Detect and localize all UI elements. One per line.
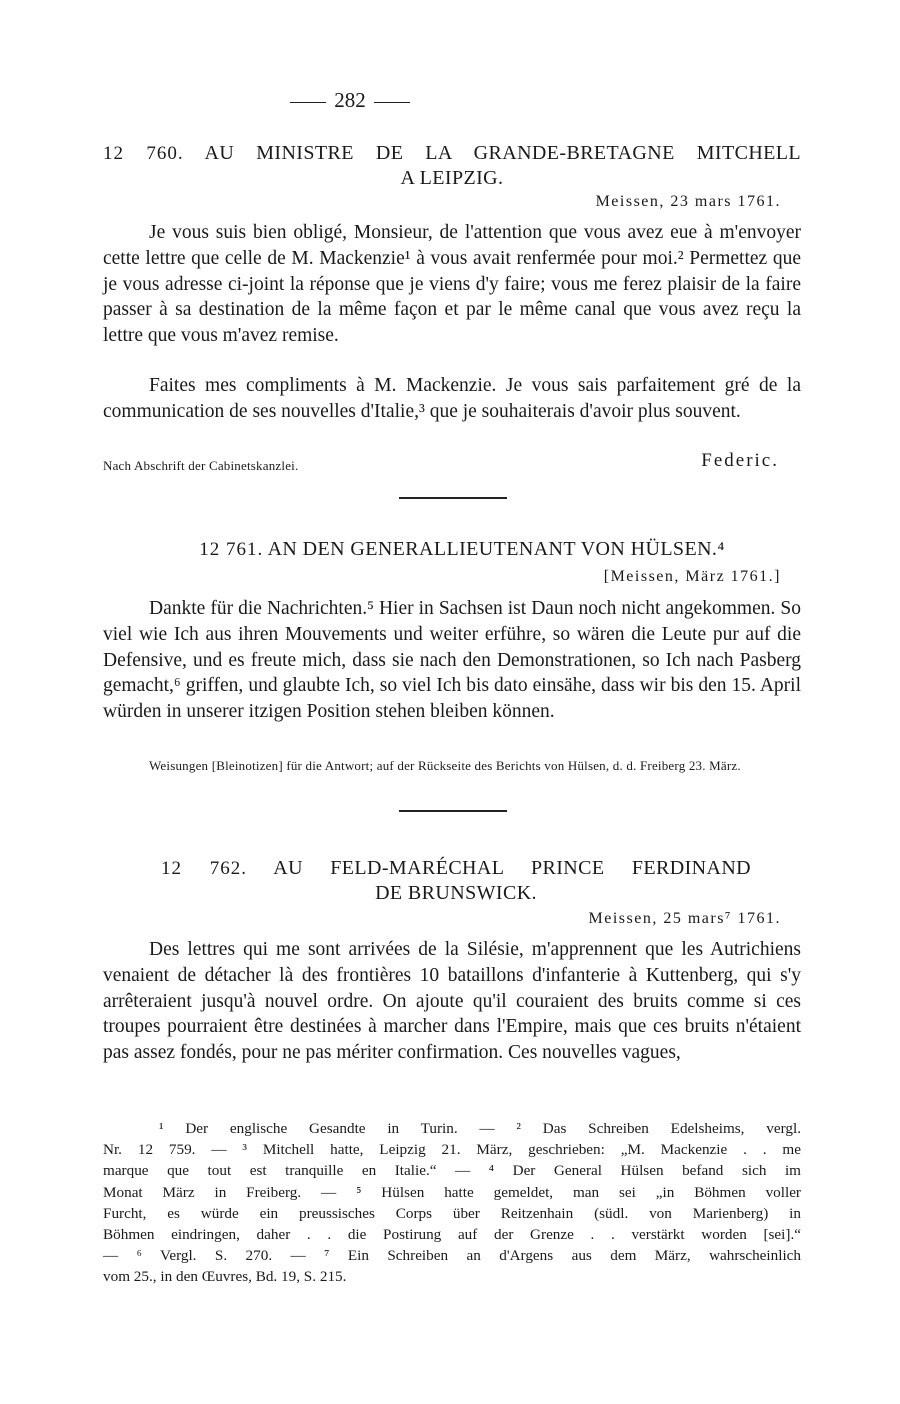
signature: Federic. (701, 450, 779, 471)
section-divider (399, 810, 507, 812)
page-header (270, 88, 430, 113)
letter-number: 12 761. (199, 539, 264, 560)
footnote-line: — ⁶ Vergl. S. 270. — ⁷ Ein Schreiben an d'Argens aus dem März, wahrscheinlich (103, 1247, 801, 1265)
footnote-line: Nr. 12 759. — ³ Mitchell hatte, Leipzig 21. März, geschrieben: „M. Mackenzie . . me (103, 1141, 801, 1159)
dateline: Meissen, 25 mars⁷ 1761. (588, 910, 781, 927)
header-dash-right (374, 102, 410, 103)
footnote-line: Furcht, es würde ein preussisches Corps über Reitzenhain (südl. von Marienberg) in (103, 1204, 801, 1222)
section-divider (399, 497, 507, 499)
source-note: Weisungen [Bleinotizen] für die Antwort; auf der Rückseite des Berichts von Hülsen, d. d. Freiberg 23. März. (149, 758, 741, 773)
letter-heading (161, 856, 751, 906)
letter-paragraph: Je vous suis bien obligé, Monsieur, de l'attention que vous avez eue à m'envoyer cette lettre que celle de M. Mackenzie¹ à vous avait renfermée pour moi.² Permettez que je vous adresse ci-joint la réponse que je viens d'y faire; vous me ferez plaisir de la faire passer à sa destination de la même façon et par le même canal que vous avez reçu la lettre que vous m'avez remise. (103, 222, 801, 347)
footnote-line: ¹ Der englische Gesandte in Turin. — ² Das Schreiben Edelsheims, vergl. (159, 1120, 801, 1137)
footnote-line: marque que tout est tranquille en Italie.“ — ⁴ Der General Hülsen befand sich im (103, 1162, 801, 1180)
footnote-line: Böhmen eindringen, daher . . die Postirung auf der Grenze . . verstärkt worden [sei].“ (103, 1226, 801, 1244)
dateline: [Meissen, März 1761.] (603, 568, 781, 585)
letter-heading (137, 537, 787, 562)
source-note: Nach Abschrift der Cabinetskanzlei. (103, 458, 299, 473)
letter-paragraph: Dankte für die Nachrichten.⁵ Hier in Sachsen ist Daun noch nicht angekommen. So viel wie Ich aus ihren Mouvements und weiter erführe, so wären die Leute pur auf die Defensive, und es freute mich, dass sie nach den Demonstrationen, so Ich nach Pasberg gemacht,⁶ griffen, und glaubte Ich, so viel Ich bis dato einsähe, dass wir bis den 15. April würden in unserer itzigen Position stehen bleiben können. (103, 598, 801, 723)
page-number: 282 (334, 88, 366, 112)
header-dash-left (290, 102, 326, 103)
letter-number: 12 760. (103, 143, 184, 164)
heading-line: AN DEN GENERALLIEUTENANT VON HÜLSEN.⁴ (267, 538, 725, 560)
dateline: Meissen, 23 mars 1761. (595, 193, 781, 210)
footnote-line: vom 25., in den Œuvres, Bd. 19, S. 215. (103, 1268, 347, 1286)
letter-heading (103, 141, 801, 191)
letter-paragraph: Des lettres qui me sont arrivées de la Silésie, m'apprennent que les Autrichiens venaient de détacher là des frontières 10 bataillons d'infanterie à Kuttenberg, qui s'y arrêteraient jusqu'à nouvel ordre. On ajoute qu'il couraient des bruits comme si ces troupes pourraient être destinées à marcher dans l'Empire, mais que ces bruits n'étaient pas assez fondés, pour ne pas mériter confirmation. Ces nouvelles vagues, (103, 939, 801, 1064)
heading-line: A LEIPZIG. (400, 167, 504, 189)
footnote-line: Monat März in Freiberg. — ⁵ Hülsen hatte gemeldet, man sei „in Böhmen voller (103, 1183, 801, 1201)
heading-line: AU MINISTRE DE LA GRANDE-BRETAGNE MITCHELL (204, 142, 802, 164)
heading-line: AU FELD-MARÉCHAL PRINCE FERDINAND (273, 857, 752, 879)
letter-number: 12 762. (161, 858, 247, 879)
footnotes (103, 1118, 801, 1288)
letter-paragraph: Faites mes compliments à M. Mackenzie. Je vous sais parfaitement gré de la communication de ses nouvelles d'Italie,³ que je souhaiterais d'avoir plus souvent. (103, 375, 801, 422)
heading-line: DE BRUNSWICK. (375, 882, 537, 904)
